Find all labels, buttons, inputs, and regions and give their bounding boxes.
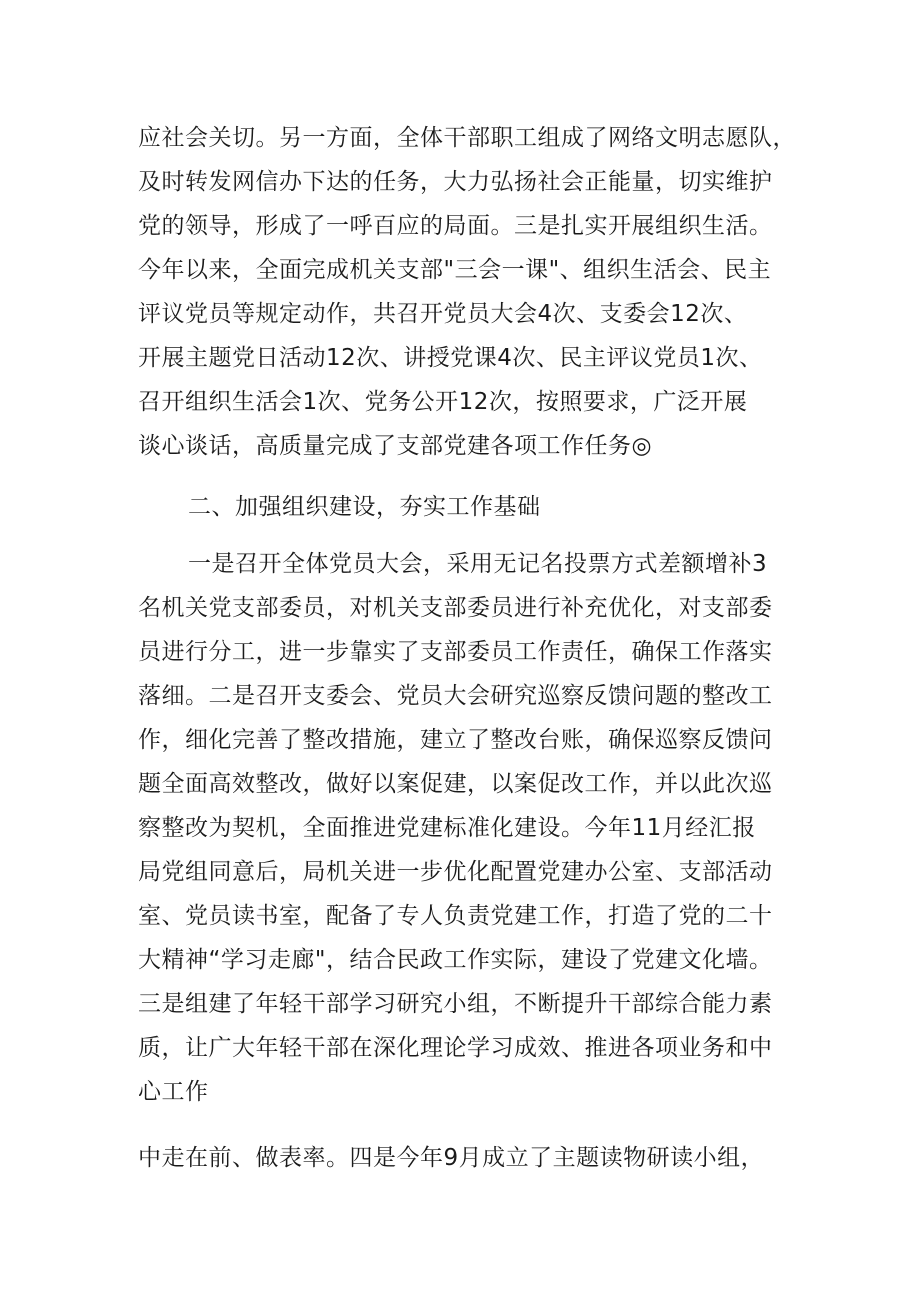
section-line-13: 心工作 bbox=[138, 1079, 209, 1105]
section-line-1: 一是召开全体党员大会，采用无记名投票方式差额增补3 bbox=[188, 551, 768, 577]
section-line-9: 室、党员读书室，配备了专人负责党建工作，打造了党的二十 bbox=[138, 903, 773, 929]
body-line-2: 及时转发网信办下达的任务，大力弘扬社会正能量，切实维护 bbox=[138, 169, 773, 195]
body-line-1: 应社会关切。另一方面，全体干部职工组成了网络文明志愿队， bbox=[138, 125, 796, 151]
section-line-10: 大精神“学习走廊"，结合民政工作实际，建设了党建文化墙。 bbox=[138, 947, 773, 973]
body-line-3: 党的领导，形成了一呼百应的局面。三是扎实开展组织生活。 bbox=[138, 213, 773, 239]
section-line-6: 题全面高效整改，做好以案促建，以案促改工作，并以此次巡 bbox=[138, 771, 773, 797]
section-line-3: 员进行分工，进一步靠实了支部委员工作责任，确保工作落实 bbox=[138, 639, 773, 665]
body-line-7: 召开组织生活会1次、党务公开12次，按照要求，广泛开展 bbox=[138, 389, 748, 415]
section-line-8: 局党组同意后，局机关进一步优化配置党建办公室、支部活动 bbox=[138, 859, 773, 885]
section-line-11: 三是组建了年轻干部学习研究小组，不断提升干部综合能力素 bbox=[138, 991, 773, 1017]
section-heading: 二、加强组织建设，夯实工作基础 bbox=[188, 494, 541, 520]
section-line-5: 作，细化完善了整改措施，建立了整改台账，确保巡察反馈问 bbox=[138, 727, 773, 753]
body-line-5: 评议党员等规定动作，共召开党员大会4次、支委会12次、 bbox=[138, 301, 748, 327]
section-line-4: 落细。二是召开支委会、党员大会研究巡察反馈问题的整改工 bbox=[138, 683, 773, 709]
body-line-4: 今年以来，全面完成机关支部"三会一课"、组织生活会、民主 bbox=[138, 257, 772, 283]
body-line-6: 开展主题党日活动12次、讲授党课4次、民主评议党员1次、 bbox=[138, 345, 763, 371]
continuation-line: 中走在前、做表率。四是今年9月成立了主题读物研读小组， bbox=[138, 1145, 765, 1171]
section-line-12: 质，让广大年轻干部在深化理论学习成效、推进各项业务和中 bbox=[138, 1035, 773, 1061]
section-line-7: 察整改为契机，全面推进党建标准化建设。今年11月经汇报 bbox=[138, 815, 756, 841]
body-line-8: 谈心谈话，高质量完成了支部党建各项工作任务◎ bbox=[138, 433, 653, 459]
section-line-2: 名机关党支部委员，对机关支部委员进行补充优化，对支部委 bbox=[138, 595, 773, 621]
